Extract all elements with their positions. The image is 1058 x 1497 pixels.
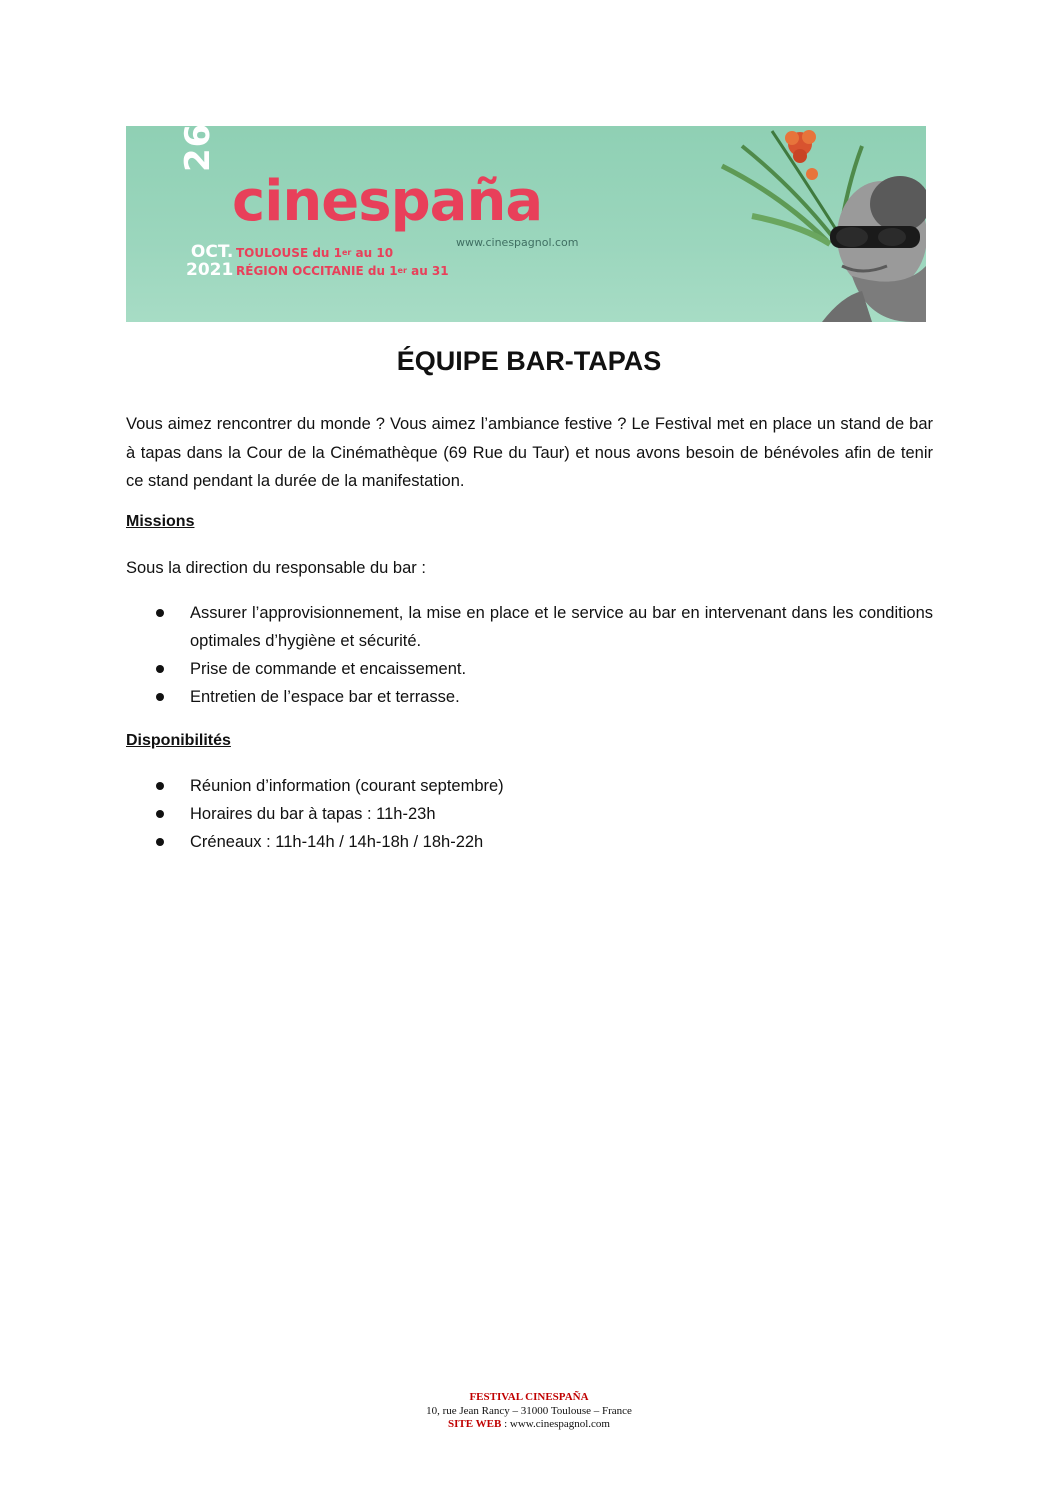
edition-number: 26e bbox=[178, 112, 218, 172]
festival-locations bbox=[236, 244, 449, 280]
page-title: ÉQUIPE BAR-TAPAS bbox=[396, 346, 662, 376]
footer-address: 10, rue Jean Rancy – 31000 Toulouse – France bbox=[426, 1404, 632, 1417]
brand-url: www.cinespagnol.com bbox=[456, 236, 579, 249]
bullet-icon bbox=[156, 665, 164, 673]
list-item: Horaires du bar à tapas : 11h-23h bbox=[126, 800, 933, 828]
footer-site-url: : www.cinespagnol.com bbox=[501, 1418, 610, 1430]
page-footer bbox=[0, 1391, 1058, 1432]
location-toulouse: TOULOUSE du 1er au 10 bbox=[236, 246, 394, 260]
list-item: Créneaux : 11h-14h / 14h-18h / 18h-22h bbox=[126, 828, 933, 856]
bullet-icon bbox=[156, 782, 164, 790]
missions-heading: Missions bbox=[126, 513, 195, 530]
banner-photo bbox=[712, 126, 926, 322]
disponibilites-heading: Disponibilités bbox=[126, 732, 231, 749]
bullet-icon bbox=[156, 838, 164, 846]
intro-paragraph: Vous aimez rencontrer du monde ? Vous aimez l’ambiance festive ? Le Festival met en place un stand de bar à tapas dans la Cour de la Cinémathèque (69 Rue du Taur) et nous avons besoin de bénévoles afin de tenir ce stand pendant la durée de la manifestation. bbox=[126, 415, 933, 490]
footer-site bbox=[0, 1418, 1058, 1432]
list-item: Réunion d’information (courant septembre) bbox=[126, 772, 933, 800]
footer-site-label: SITE WEB bbox=[448, 1418, 502, 1430]
bullet-icon bbox=[156, 810, 164, 818]
missions-lead: Sous la direction du responsable du bar : bbox=[126, 559, 426, 577]
disponibilites-list bbox=[126, 772, 933, 856]
list-item: Prise de commande et encaissement. bbox=[126, 655, 933, 683]
bullet-icon bbox=[156, 609, 164, 617]
brand-logo-text: cinespaña bbox=[232, 169, 543, 234]
footer-org: FESTIVAL CINESPAÑA bbox=[469, 1391, 589, 1403]
festival-year: 2021 bbox=[186, 260, 234, 280]
list-item: Assurer l’approvisionnement, la mise en place et le service au bar en intervenant dans les conditions optimales d’hygiène et sécurité. bbox=[126, 599, 933, 655]
missions-list bbox=[126, 599, 933, 711]
list-item: Entretien de l’espace bar et terrasse. bbox=[126, 683, 933, 711]
location-occitanie: RÉGION OCCITANIE du 1er au 31 bbox=[236, 264, 449, 278]
festival-month: OCT. bbox=[190, 242, 234, 262]
bullet-icon bbox=[156, 693, 164, 701]
festival-month-year bbox=[186, 243, 233, 279]
